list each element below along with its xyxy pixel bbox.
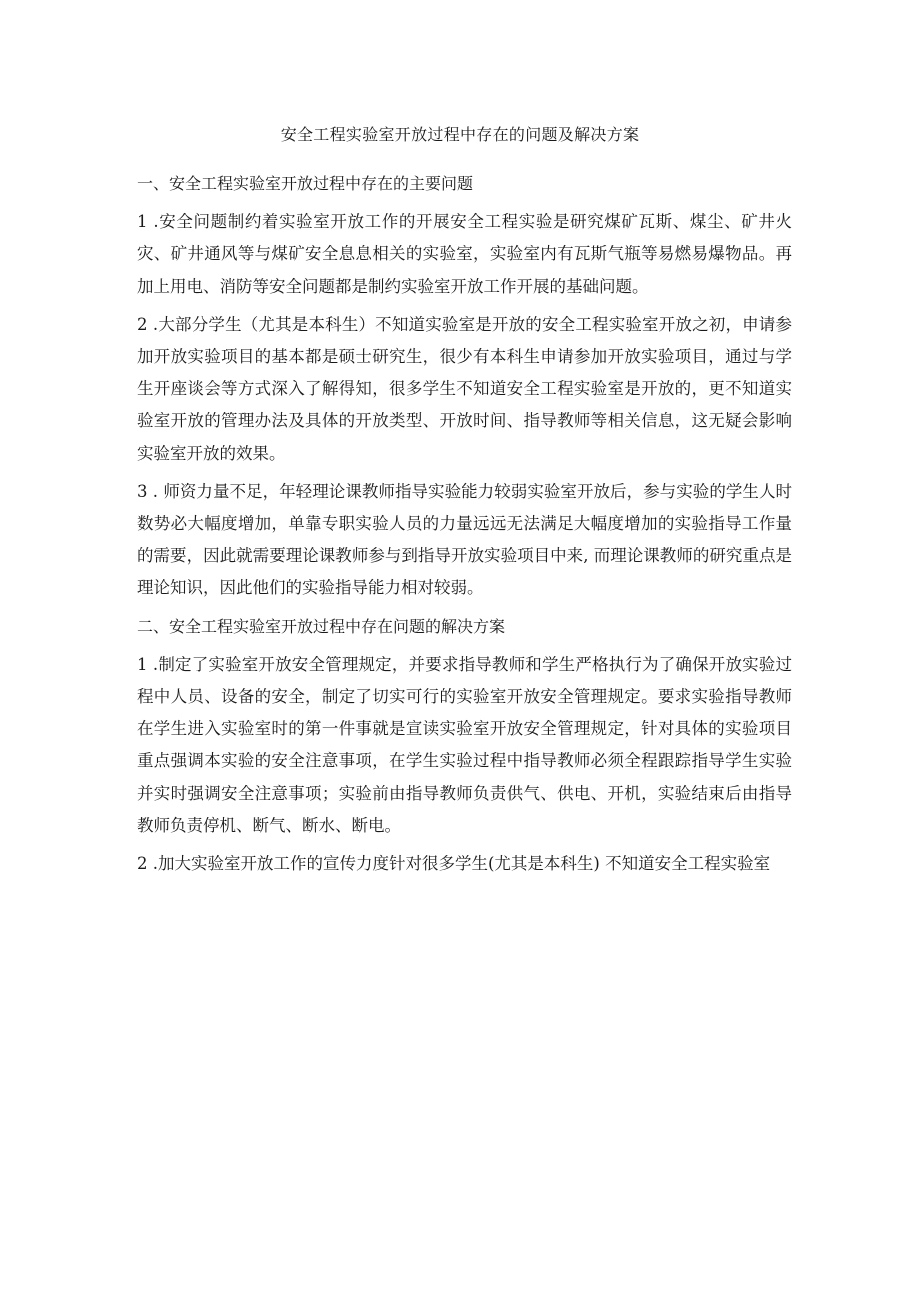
paragraph: 1 .制定了实验室开放安全管理规定，并要求指导教师和学生严格执行为了确保开放实验过程中人员、设备的安全，制定了切实可行的实验室开放安全管理规定。要求实验指导教师在学生进入实验室时的第一件事就是宣读实验室开放安全管理规定，针对具体的实验项目重点强调本实验的安全注意事项，在学生实验过程中指导教师必须全程跟踪指导学生实验并实时强调安全注意事项；实验前由指导教师负责供气、供电、开机，实验结束后由指导教师负责停机、断气、断水、断电。: [137, 654, 792, 835]
document-title: 安全工程实验室开放过程中存在的问题及解决方案: [280, 125, 640, 144]
paragraph: 1 .安全问题制约着实验室开放工作的开展安全工程实验是研究煤矿瓦斯、煤尘、矿井火灾、矿井通风等与煤矿安全息息相关的实验室，实验室内有瓦斯气瓶等易燃易爆物品。再加上用电、消防等安全问题都是制约实验室开放工作开展的基础问题。: [137, 212, 792, 296]
section-heading: 二、安全工程实验室开放过程中存在问题的解决方案: [137, 616, 506, 636]
paragraph: 2 .加大实验室开放工作的宣传力度针对很多学生(尤其是本科生) 不知道安全工程实验室: [137, 854, 771, 874]
paragraph: 2 .大部分学生（尤其是本科生）不知道实验室是开放的安全工程实验室开放之初，申请参加开放实验项目的基本都是硕士研究生，很少有本科生申请参加开放实验项目，通过与学生开座谈会等方式深入了解得知，很多学生不知道安全工程实验室是开放的，更不知道实验室开放的管理办法及具体的开放类型、开放时间、指导教师等相关信息，这无疑会影响实验室开放的效果。: [137, 314, 792, 463]
document-body: [137, 168, 792, 886]
paragraph: 3 . 师资力量不足，年轻理论课教师指导实验能力较弱实验室开放后，参与实验的学生人时数势必大幅度增加，单靠专职实验人员的力量远远无法满足大幅度增加的实验指导工作量的需要，因此就需要理论课教师参与到指导开放实验项目中来, 而理论课教师的研究重点是理论知识，因此他们的实验指导能力相对较弱。: [137, 481, 792, 598]
section-heading: 一、安全工程实验室开放过程中存在的主要问题: [137, 174, 474, 193]
